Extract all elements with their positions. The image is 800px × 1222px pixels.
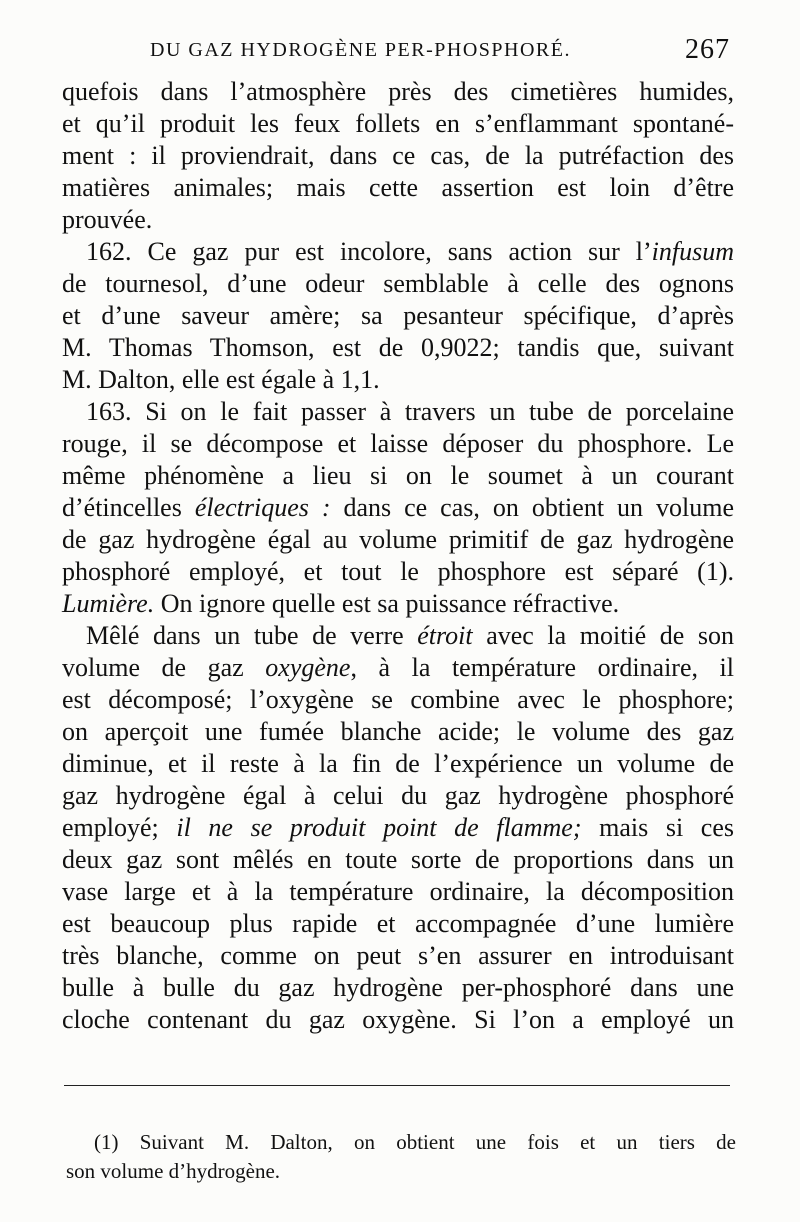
footnote-divider bbox=[64, 1085, 730, 1086]
text-line: employé; il ne se produit point de flamme; mais si ces bbox=[62, 813, 734, 842]
text-line: est décomposé; l’oxygène se combine avec le phosphore; bbox=[62, 685, 734, 714]
text-line: est beaucoup plus rapide et accompagnée d’une lumière bbox=[62, 909, 734, 938]
text-line: on aperçoit une fumée blanche acide; le volume des gaz bbox=[62, 717, 734, 746]
text-line: diminue, et il reste à la fin de l’expérience un volume de bbox=[62, 749, 734, 778]
text-line: cloche contenant du gaz oxygène. Si l’on a employé un bbox=[62, 1005, 734, 1034]
page-header bbox=[150, 30, 730, 70]
text-line: M. Dalton, elle est égale à 1,1. bbox=[62, 365, 380, 394]
text-line: très blanche, comme on peut s’en assurer en introduisant bbox=[62, 941, 734, 970]
text-line: et d’une saveur amère; sa pesanteur spécifique, d’après bbox=[62, 301, 734, 330]
text-line: deux gaz sont mêlés en toute sorte de proportions dans un bbox=[62, 845, 734, 874]
body-text bbox=[62, 76, 734, 1036]
paragraph-162-line: 162. Ce gaz pur est incolore, sans action sur l’infusum bbox=[86, 237, 734, 266]
text-line: vase large et à la température ordinaire, la décomposition bbox=[62, 877, 734, 906]
text-line: Lumière. On ignore quelle est sa puissance réfractive. bbox=[62, 589, 620, 618]
footnote-line: son volume d’hydrogène. bbox=[66, 1159, 281, 1183]
text-line: de gaz hydrogène égal au volume primitif de gaz hydrogène bbox=[62, 525, 734, 554]
text-line: bulle à bulle du gaz hydrogène per-phosphoré dans une bbox=[62, 973, 734, 1002]
paragraph-mele-line: Mêlé dans un tube de verre étroit avec la moitié de son bbox=[86, 621, 734, 650]
text-line: matières animales; mais cette assertion est loin d’être bbox=[62, 173, 734, 202]
text-line: volume de gaz oxygène, à la température ordinaire, il bbox=[62, 653, 735, 682]
text-line: ment : il proviendrait, dans ce cas, de la putréfaction des bbox=[62, 141, 734, 170]
text-line: de tournesol, d’une odeur semblable à celle des ognons bbox=[62, 269, 734, 298]
text-line: quefois dans l’atmosphère près des cimetières humides, bbox=[62, 77, 734, 106]
text-line: gaz hydrogène égal à celui du gaz hydrogène phosphoré bbox=[62, 781, 734, 810]
running-title: DU GAZ HYDROGÈNE PER-PHOSPHORÉ. bbox=[150, 38, 571, 61]
footnote-line: (1) Suivant M. Dalton, on obtient une fois et un tiers de bbox=[94, 1130, 736, 1154]
paragraph-163-line: 163. Si on le fait passer à travers un tube de porcelaine bbox=[86, 397, 734, 426]
text-line: prouvée. bbox=[62, 205, 153, 234]
text-line: rouge, il se décompose et laisse déposer du phosphore. Le bbox=[62, 429, 734, 458]
text-line: et qu’il produit les feux follets en s’enflammant spontané- bbox=[62, 109, 734, 138]
text-line: même phénomène a lieu si on le soumet à un courant bbox=[62, 461, 734, 490]
page-number: 267 bbox=[685, 34, 730, 65]
text-line: phosphoré employé, et tout le phosphore est séparé (1). bbox=[62, 557, 734, 586]
text-line: M. Thomas Thomson, est de 0,9022; tandis que, suivant bbox=[62, 333, 734, 362]
text-line: d’étincelles électriques : dans ce cas, on obtient un volume bbox=[62, 493, 734, 522]
footnote bbox=[66, 1128, 736, 1186]
